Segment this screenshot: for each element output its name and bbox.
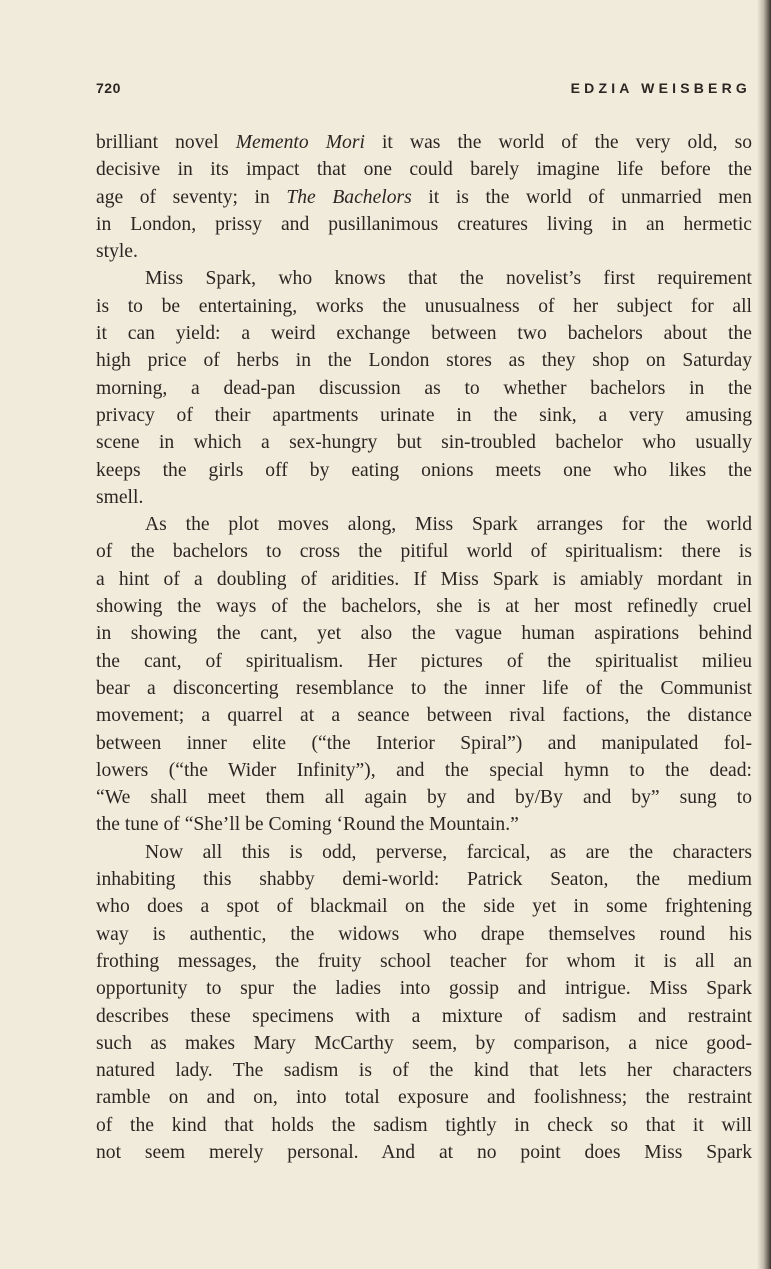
page-number: 720 — [96, 80, 121, 96]
paragraph — [96, 511, 752, 839]
text-line: in London, prissy and pusillanimous creatures living in an hermetic — [96, 213, 752, 235]
text-line: who does a spot of blackmail on the side yet in some frightening — [96, 896, 752, 918]
text-line: Miss Spark, who knows that the novelist’s first requirement — [145, 268, 752, 290]
text-line: bear a disconcerting resemblance to the inner life of the Communist — [96, 677, 752, 699]
text-line: privacy of their apartments urinate in the sink, a very amusing — [96, 404, 752, 426]
body-text — [96, 129, 752, 1166]
text-line: keeps the girls off by eating onions meets one who likes the — [96, 459, 752, 481]
text-line: a hint of a doubling of aridities. If Miss Spark is amiably mordant in — [96, 568, 752, 590]
page-header — [96, 80, 751, 104]
text-line: of the kind that holds the sadism tightly in check so that it will — [96, 1114, 752, 1136]
text-line: of the bachelors to cross the pitiful world of spiritualism: there is — [96, 541, 752, 563]
text-line: “We shall meet them all again by and by/By and by” sung to — [96, 787, 752, 809]
text-line: describes these specimens with a mixture of sadism and restraint — [96, 1005, 752, 1027]
text-line: scene in which a sex-hungry but sin-troubled bachelor who usually — [96, 432, 752, 454]
text-line: brilliant novel Memento Mori it was the world of the very old, so — [96, 132, 752, 153]
book-title: The Bachelors — [286, 186, 412, 208]
text-line: the cant, of spiritualism. Her pictures of the spiritualist milieu — [96, 650, 752, 672]
text-line: Now all this is odd, perverse, farcical, as are the characters — [145, 841, 752, 863]
text-line: natured lady. The sadism is of the kind that lets her characters — [96, 1060, 752, 1082]
text-line: morning, a dead-pan discussion as to whether bachelors in the — [96, 377, 752, 399]
text-line: not seem merely personal. And at no point does Miss Spark — [96, 1141, 752, 1163]
text-line: it can yield: a weird exchange between two bachelors about the — [96, 323, 752, 345]
paragraph — [96, 839, 752, 1167]
text-line: way is authentic, the widows who drape themselves round his — [96, 923, 752, 945]
text-line: the tune of “She’ll be Coming ‘Round the Mountain.” — [96, 814, 519, 836]
text-line: such as makes Mary McCarthy seem, by comparison, a nice good- — [96, 1032, 752, 1054]
text-line: opportunity to spur the ladies into gossip and intrigue. Miss Spark — [96, 978, 752, 1000]
text-line: movement; a quarrel at a seance between rival factions, the distance — [96, 705, 752, 727]
text-line: smell. — [96, 486, 144, 508]
text-line: decisive in its impact that one could barely imagine life before the — [96, 159, 752, 181]
text-line: age of seventy; in The Bachelors it is the world of unmarried men — [96, 186, 752, 208]
text-line: high price of herbs in the London stores as they shop on Saturday — [96, 350, 752, 372]
text-line: style. — [96, 241, 138, 263]
text-line: frothing messages, the fruity school teacher for whom it is all an — [96, 950, 752, 972]
text-line: ramble on and on, into total exposure and foolishness; the restraint — [96, 1087, 752, 1109]
text-line: As the plot moves along, Miss Spark arranges for the world — [145, 514, 752, 536]
text-line: between inner elite (“the Interior Spiral”) and manipulated fol- — [96, 732, 752, 754]
page-edge-shadow — [757, 0, 771, 1269]
paragraph — [96, 265, 752, 511]
paragraph — [96, 129, 752, 265]
text-line: inhabiting this shabby demi-world: Patrick Seaton, the medium — [96, 869, 752, 891]
running-head: EDZIA WEISBERG — [570, 80, 751, 96]
text-line: is to be entertaining, works the unusualness of her subject for all — [96, 295, 752, 317]
text-line: in showing the cant, yet also the vague human aspirations behind — [96, 623, 752, 645]
text-line: lowers (“the Wider Infinity”), and the special hymn to the dead: — [96, 759, 752, 781]
text-line: showing the ways of the bachelors, she is at her most refinedly cruel — [96, 596, 752, 618]
book-title: Memento Mori — [235, 132, 365, 153]
